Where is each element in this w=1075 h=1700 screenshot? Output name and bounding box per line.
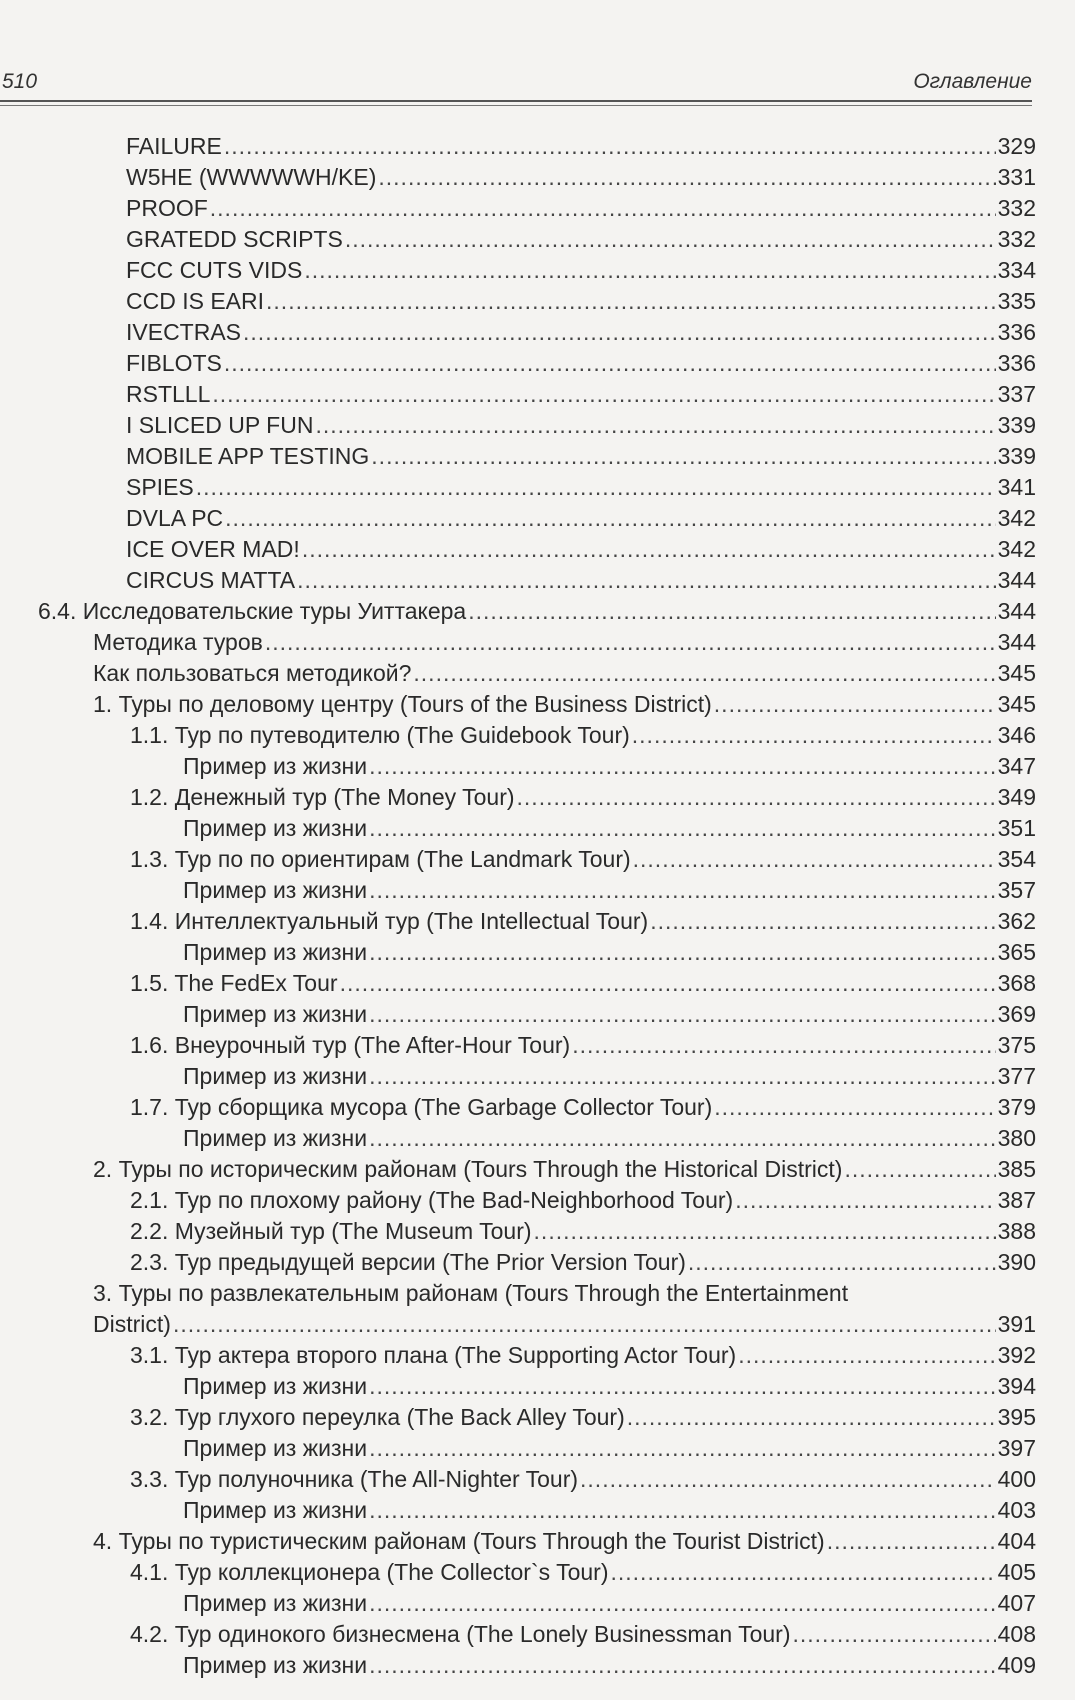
toc-entry <box>93 1310 1036 1338</box>
toc-entry <box>93 659 1036 687</box>
toc-entry-page: 336 <box>997 350 1036 376</box>
toc-entry <box>126 163 1036 191</box>
toc-entry-page: 337 <box>997 381 1036 407</box>
running-title: Оглавление <box>913 70 1032 93</box>
toc-entry-title: FCC CUTS VIDS <box>126 257 303 283</box>
toc-entry <box>183 876 1036 904</box>
toc-entry <box>130 1248 1036 1276</box>
toc-entry-page: 369 <box>997 1001 1036 1027</box>
toc-entry-title: Пример из жизни <box>183 1125 368 1151</box>
toc-entry <box>126 380 1036 408</box>
toc-entry <box>130 1093 1036 1121</box>
toc-entry-page: 341 <box>997 474 1036 500</box>
toc-leader <box>378 163 995 191</box>
toc-entry-title: 2.2. Музейный тур (The Museum Tour) <box>130 1218 532 1244</box>
toc-entry <box>130 1186 1036 1214</box>
page-header <box>0 70 1032 104</box>
toc-entry <box>130 721 1036 749</box>
toc-entry-page: 375 <box>997 1032 1036 1058</box>
toc-entry-page: 405 <box>997 1559 1036 1585</box>
toc-leader <box>633 845 996 873</box>
toc-entry-page: 365 <box>997 939 1036 965</box>
toc-leader <box>369 938 996 966</box>
toc-entry-title: Пример из жизни <box>183 753 368 779</box>
toc-leader <box>611 1558 996 1586</box>
toc-leader <box>369 1062 996 1090</box>
toc-entry <box>130 1341 1036 1369</box>
toc-entry <box>183 1589 1036 1617</box>
toc-entry-title: SPIES <box>126 474 194 500</box>
toc-entry <box>93 690 1036 718</box>
toc-entry-title: 4.2. Тур одинокого бизнесмена (The Lonely Businessman Tour) <box>130 1621 791 1647</box>
toc-entry <box>130 1403 1036 1431</box>
toc-entry-title-line1: 3. Туры по развлекательным районам (Tours Through the Entertainment <box>93 1280 849 1306</box>
toc-entry-page: 329 <box>997 133 1036 159</box>
toc-leader <box>627 1403 996 1431</box>
toc-entry <box>130 907 1036 935</box>
toc-entry <box>183 1496 1036 1524</box>
toc-entry <box>130 969 1036 997</box>
toc-entry-page: 379 <box>997 1094 1036 1120</box>
toc-entry <box>93 1527 1036 1555</box>
toc-leader <box>173 1310 996 1338</box>
toc-entry-page: 335 <box>997 288 1036 314</box>
toc-leader <box>534 1217 996 1245</box>
toc-entry-page: 344 <box>997 567 1036 593</box>
toc-leader <box>369 1651 996 1679</box>
toc-leader <box>580 1465 996 1493</box>
toc-entry-page: 408 <box>997 1621 1036 1647</box>
toc-entry <box>126 132 1036 160</box>
toc-leader <box>827 1527 996 1555</box>
toc-leader <box>369 876 996 904</box>
toc-entry-page: 336 <box>997 319 1036 345</box>
toc-leader <box>369 752 996 780</box>
toc-entry-title: FAILURE <box>126 133 222 159</box>
toc-entry-page: 344 <box>997 598 1036 624</box>
toc-entry-title: 3.2. Тур глухого переулка (The Back Alley Tour) <box>130 1404 625 1430</box>
toc-leader <box>369 1372 996 1400</box>
toc-entry-title: Методика туров <box>93 629 263 655</box>
toc-entry <box>183 1434 1036 1462</box>
toc-leader <box>844 1155 995 1183</box>
toc-entry-page: 339 <box>997 443 1036 469</box>
toc-entry <box>130 1217 1036 1245</box>
page-number: 510 <box>2 70 38 93</box>
toc-leader <box>735 1186 995 1214</box>
toc-entry <box>183 1062 1036 1090</box>
toc-entry <box>183 1651 1036 1679</box>
toc-leader <box>369 1434 996 1462</box>
toc-leader <box>315 411 995 439</box>
toc-entry-title: 1.2. Денежный тур (The Money Tour) <box>130 784 515 810</box>
toc-entry <box>126 504 1036 532</box>
toc-entry <box>126 535 1036 563</box>
toc-entry-title: Пример из жизни <box>183 1590 368 1616</box>
toc-entry <box>126 194 1036 222</box>
toc-entry-title: 4. Туры по туристическим районам (Tours Through the Tourist District) <box>93 1528 825 1554</box>
toc-leader <box>340 969 996 997</box>
toc-entry <box>183 1000 1036 1028</box>
header-rule-secondary <box>0 105 1032 106</box>
toc-leader <box>345 225 996 253</box>
toc-leader <box>224 132 996 160</box>
toc-entry <box>126 411 1036 439</box>
toc-entry-page: 397 <box>997 1435 1036 1461</box>
toc-leader <box>369 1496 996 1524</box>
toc-entry-page: 400 <box>997 1466 1036 1492</box>
toc-entry-title: Пример из жизни <box>183 1063 368 1089</box>
toc-entry-page: 377 <box>997 1063 1036 1089</box>
toc-entry-title: RSTLLL <box>126 381 211 407</box>
toc-entry-title: 4.1. Тур коллекционера (The Collector`s Tour) <box>130 1559 609 1585</box>
toc-entry-title: ICE OVER MAD! <box>126 536 300 562</box>
toc-entry-page: 334 <box>997 257 1036 283</box>
toc-entry-page: 351 <box>997 815 1036 841</box>
toc-leader <box>714 1093 995 1121</box>
toc-leader <box>572 1031 995 1059</box>
toc-entry-title: I SLICED UP FUN <box>126 412 314 438</box>
toc-entry-title: 6.4. Исследовательские туры Уиттакера <box>38 598 467 624</box>
toc-leader <box>369 1000 996 1028</box>
toc-entry <box>183 938 1036 966</box>
toc-entry-page: 344 <box>997 629 1036 655</box>
toc-entry-title: Пример из жизни <box>183 815 368 841</box>
toc-entry-title: Пример из жизни <box>183 939 368 965</box>
toc-entry-page: 357 <box>997 877 1036 903</box>
toc-entry-page: 403 <box>997 1497 1036 1523</box>
toc-leader <box>265 628 996 656</box>
toc-entry <box>126 287 1036 315</box>
toc-leader <box>196 473 996 501</box>
toc-entry-page: 390 <box>997 1249 1036 1275</box>
toc-entry-title: CCD IS EARI <box>126 288 265 314</box>
toc-entry <box>183 1372 1036 1400</box>
toc-entry-title: Пример из жизни <box>183 877 368 903</box>
toc-entry <box>126 473 1036 501</box>
toc-entry <box>126 349 1036 377</box>
toc-entry-title: 1.3. Тур по по ориентирам (The Landmark Tour) <box>130 846 631 872</box>
toc-leader <box>517 783 996 811</box>
toc-entry-title: 3.1. Тур актера второго плана (The Supporting Actor Tour) <box>130 1342 737 1368</box>
toc-leader <box>738 1341 995 1369</box>
toc-entry <box>130 1031 1036 1059</box>
header-rule <box>0 100 1032 102</box>
toc-entry-page: 347 <box>997 753 1036 779</box>
toc-entry-page: 331 <box>997 164 1036 190</box>
toc-entry-title: 2.1. Тур по плохому району (The Bad-Neighborhood Tour) <box>130 1187 734 1213</box>
toc-leader <box>266 287 996 315</box>
toc-leader <box>224 349 996 377</box>
toc-entry-page: 368 <box>997 970 1036 996</box>
toc-entry <box>130 1465 1036 1493</box>
toc-entry-title: 1.5. The FedEx Tour <box>130 970 338 996</box>
toc-entry-page: 362 <box>997 908 1036 934</box>
toc-entry-page: 391 <box>997 1311 1036 1337</box>
toc-leader <box>302 535 996 563</box>
toc-entry-page: 342 <box>997 536 1036 562</box>
toc-entry-title: FIBLOTS <box>126 350 222 376</box>
toc-entry-title: 1.1. Тур по путеводителю (The Guidebook Tour) <box>130 722 630 748</box>
toc-entry <box>38 597 1036 625</box>
toc-leader <box>243 318 996 346</box>
toc-leader <box>297 566 996 594</box>
toc-entry-title: 1.7. Тур сборщика мусора (The Garbage Collector Tour) <box>130 1094 713 1120</box>
toc-entry <box>126 318 1036 346</box>
toc-entry-title: GRATEDD SCRIPTS <box>126 226 343 252</box>
toc-leader <box>210 194 996 222</box>
toc-leader <box>413 659 995 687</box>
toc-entry <box>126 256 1036 284</box>
toc-entry-page: 332 <box>997 226 1036 252</box>
toc-entry-title: Пример из жизни <box>183 1652 368 1678</box>
toc-leader <box>793 1620 996 1648</box>
toc-leader <box>714 690 996 718</box>
toc-entry <box>93 1155 1036 1183</box>
toc-entry-page: 395 <box>997 1404 1036 1430</box>
toc-leader <box>468 597 995 625</box>
toc-entry-title: Пример из жизни <box>183 1497 368 1523</box>
toc-leader <box>212 380 995 408</box>
toc-leader <box>369 1124 996 1152</box>
toc-entry-title: 2.3. Тур предыдущей версии (The Prior Version Tour) <box>130 1249 686 1275</box>
toc-entry-page: 392 <box>997 1342 1036 1368</box>
toc-entry-title: 2. Туры по историческим районам (Tours Through the Historical District) <box>93 1156 843 1182</box>
toc-leader <box>304 256 995 284</box>
toc-entry <box>183 1124 1036 1152</box>
toc-entry <box>183 752 1036 780</box>
toc-entry-page: 387 <box>997 1187 1036 1213</box>
toc-entry-page: 349 <box>997 784 1036 810</box>
toc-leader <box>650 907 995 935</box>
toc-leader <box>688 1248 996 1276</box>
toc-entry-page: 346 <box>997 722 1036 748</box>
toc-leader <box>369 1589 996 1617</box>
toc-entry <box>126 566 1036 594</box>
toc-entry-title: W5HE (WWWWWH/KE) <box>126 164 377 190</box>
toc-entry <box>130 783 1036 811</box>
toc-entry-title: District) <box>93 1311 171 1337</box>
toc-entry <box>183 814 1036 842</box>
toc-entry-page: 345 <box>997 660 1036 686</box>
toc-entry-title: 1.6. Внеурочный тур (The After-Hour Tour) <box>130 1032 571 1058</box>
toc-leader <box>225 504 995 532</box>
toc-entry-title: CIRCUS MATTA <box>126 567 296 593</box>
toc-leader <box>369 814 996 842</box>
toc-entry-page: 409 <box>997 1652 1036 1678</box>
toc-entry-page: 380 <box>997 1125 1036 1151</box>
toc-entry-page: 345 <box>997 691 1036 717</box>
toc-entry-page: 394 <box>997 1373 1036 1399</box>
toc-entry-page: 332 <box>997 195 1036 221</box>
toc-entry-title: DVLA PC <box>126 505 224 531</box>
toc-entry-page: 354 <box>997 846 1036 872</box>
toc-entry-title: 3.3. Тур полуночника (The All-Nighter Tour) <box>130 1466 579 1492</box>
toc-entry-title: PROOF <box>126 195 208 221</box>
toc-entry-title: Пример из жизни <box>183 1373 368 1399</box>
toc-entry <box>130 1620 1036 1648</box>
toc-entry <box>130 1558 1036 1586</box>
toc-entry-page: 388 <box>997 1218 1036 1244</box>
toc-entry-page: 385 <box>997 1156 1036 1182</box>
toc-leader <box>371 442 995 470</box>
toc-entry <box>126 442 1036 470</box>
toc-entry <box>126 225 1036 253</box>
toc-entry-title: MOBILE APP TESTING <box>126 443 370 469</box>
toc-entry-title: Как пользоваться методикой? <box>93 660 412 686</box>
toc-entry-title: 1. Туры по деловому центру (Tours of the Business District) <box>93 691 712 717</box>
toc-entry-title: 1.4. Интеллектуальный тур (The Intellectual Tour) <box>130 908 649 934</box>
toc-entry-title: Пример из жизни <box>183 1001 368 1027</box>
toc-entry-page: 404 <box>997 1528 1036 1554</box>
toc-entry-page: 342 <box>997 505 1036 531</box>
toc-entry <box>130 845 1036 873</box>
toc-entry <box>93 628 1036 656</box>
toc-entry-page: 339 <box>997 412 1036 438</box>
toc-leader <box>632 721 996 749</box>
toc-entry-title: IVECTRAS <box>126 319 242 345</box>
toc-entry-title: Пример из жизни <box>183 1435 368 1461</box>
toc-entry-page: 407 <box>997 1590 1036 1616</box>
